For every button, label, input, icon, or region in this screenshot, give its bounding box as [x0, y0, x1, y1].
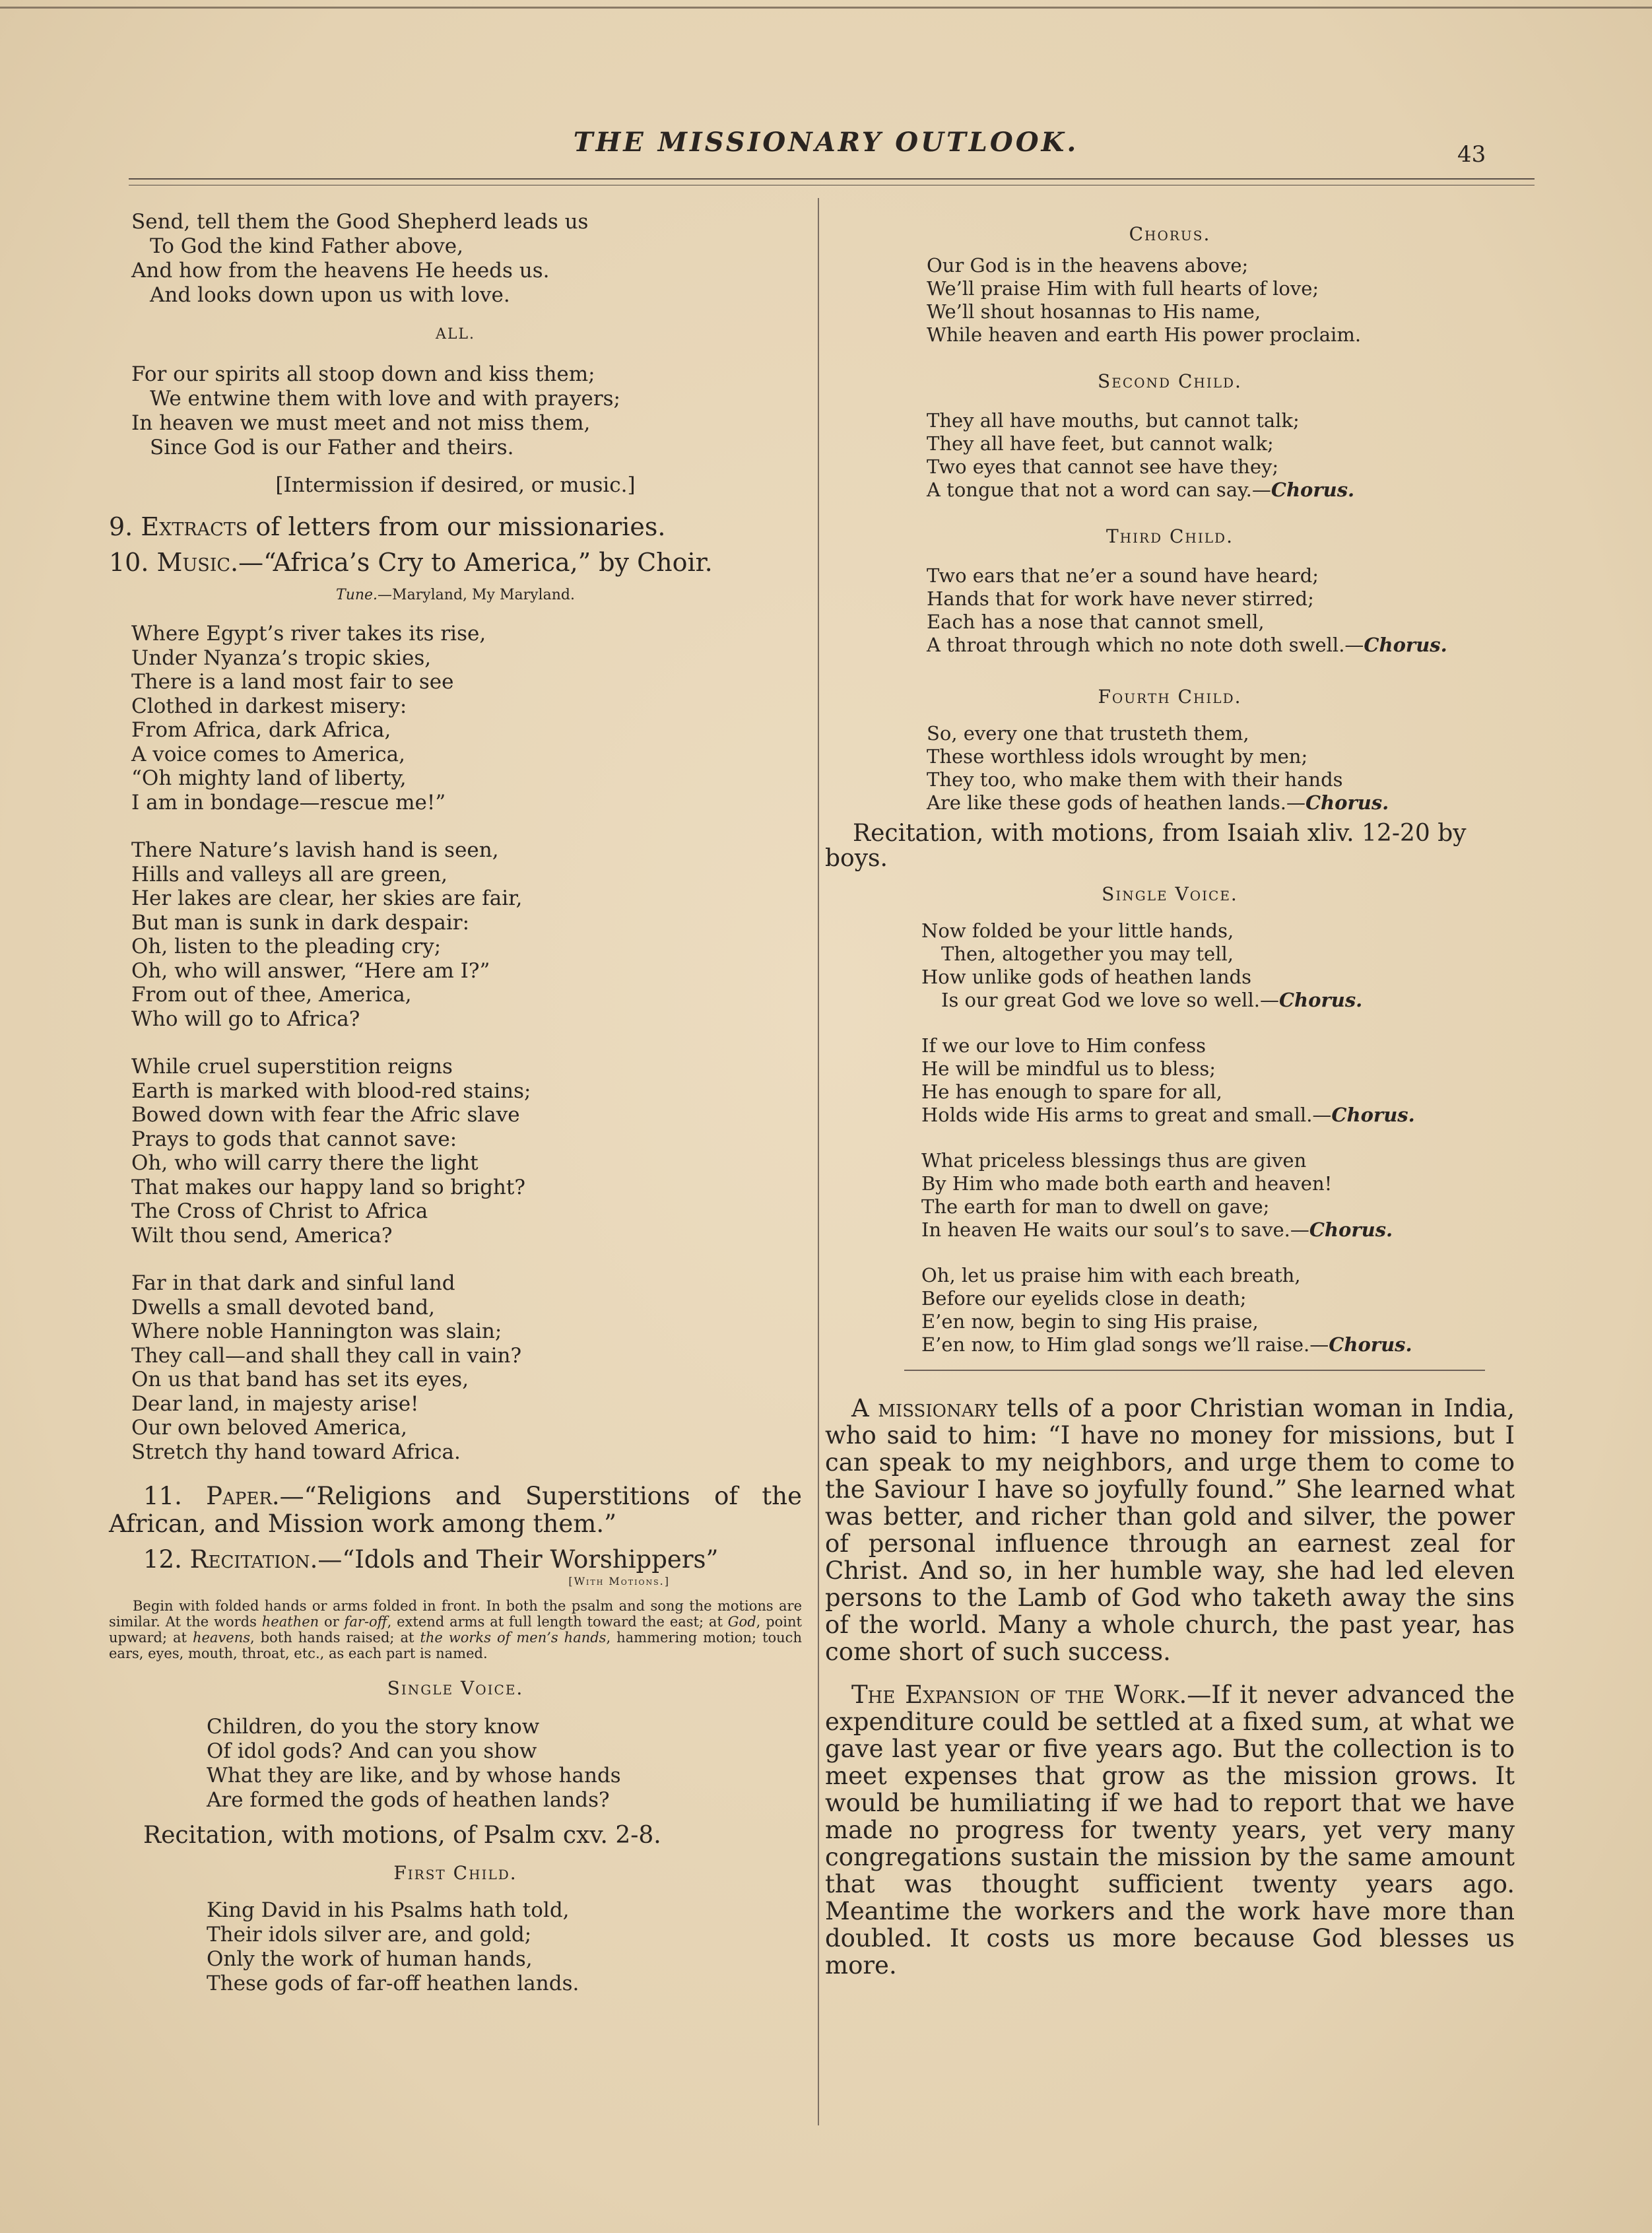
stanza-second — [825, 409, 1515, 502]
paragraph-text: —If it never advanced the expenditure could be settled at a fixed sum, at what we gave last year or five years ago. But the collection is to meet expenses that grow as the mission grows. It would be humiliating if we had to report that we have made no progress for twenty years, yet very many congregations sustain the mission by the same amount that was thought sufficient twenty years ago. Meantime the workers and the work have more than doubled. It costs us more because God blesses us more. — [825, 1681, 1515, 1980]
item-lead: Extracts — [141, 512, 248, 541]
verse-line: Only the work of human hands, — [207, 1947, 533, 1971]
running-title: THE MISSIONARY OUTLOOK. — [573, 127, 1079, 158]
verse-line — [825, 1333, 1515, 1356]
header-rule — [129, 178, 1535, 180]
verse-line — [825, 791, 1515, 815]
paragraph-text: tells of a poor Christian woman in India, who said to him: “I have no money for missions, but I can speak to my neighbors, and urge them to come to the Saviour I have so joyfully found.” She learned what was better, and richer than gold and silver, the power of personal influence through an earnest zeal for Christ. And so, in her humble way, she had led eleven persons to the Lamb of God who taketh away the sins of the world. Many a whole church, the past year, has come short of such success. — [825, 1394, 1515, 1666]
verse-line: They all have mouths, but cannot talk; — [927, 409, 1300, 432]
verse-line: Oh, let us praise him with each breath, — [921, 1264, 1301, 1286]
third-child-heading: Third Child. — [1106, 525, 1234, 547]
verse-line: Oh, listen to the pleading cry; — [131, 935, 442, 958]
item-number: 9. — [109, 512, 133, 541]
stanza-africa-4 — [109, 1271, 802, 1464]
verse-line: Two eyes that cannot see have they; — [927, 455, 1279, 478]
verse-line: They all have feet, but cannot walk; — [927, 432, 1274, 455]
verse-line: How unlike gods of heathen lands — [921, 966, 1251, 988]
note-italic: heavens — [192, 1630, 251, 1646]
all-heading: ALL. — [435, 326, 476, 343]
verse-line: He has enough to spare for all, — [921, 1081, 1222, 1103]
verse-line: And looks down upon us with love. — [150, 283, 510, 307]
stanza-single-voice-2 — [825, 1034, 1515, 1127]
stanza-children — [109, 1715, 802, 1813]
stanza-single-voice-3 — [825, 1149, 1515, 1242]
missionary-paragraph — [825, 1395, 1515, 1665]
verse-line: These gods of far-off heathen lands. — [207, 1972, 579, 1995]
verse-line: Hills and valleys all are green, — [131, 862, 447, 886]
verse-text: A tongue that not a word can say.— — [927, 479, 1271, 501]
verse-text: In heaven He waits our soul’s to save.— — [921, 1218, 1309, 1241]
verse-line: Send, tell them the Good Shepherd leads us — [131, 210, 589, 234]
verse-line: And how from the heavens He heeds us. — [131, 259, 550, 283]
item-number: 12. — [143, 1545, 182, 1574]
isaiah-recitation: Recitation, with motions, from Isaiah xliv. 12-20 by boys. — [825, 820, 1467, 872]
program-item-12 — [109, 1546, 802, 1574]
chorus-tag: Chorus. — [1329, 1333, 1412, 1356]
note-italic: heathen — [261, 1614, 319, 1630]
note-italic: the works of men’s hands — [420, 1630, 607, 1646]
verse-line: Clothed in darkest misery: — [131, 694, 407, 718]
stanza-chorus — [825, 254, 1515, 347]
verse-line: Dwells a small devoted band, — [131, 1295, 435, 1319]
verse-line: Stretch thy hand toward Africa. — [131, 1440, 461, 1464]
chorus-tag: Chorus. — [1331, 1104, 1415, 1126]
item-text: —“Idols and Their Worshippers” — [317, 1545, 719, 1574]
stanza-david — [109, 1898, 802, 1996]
verse-line: King David in his Psalms hath told, — [207, 1898, 570, 1922]
verse-line: Since God is our Father and theirs. — [150, 436, 514, 459]
stanza-third — [825, 564, 1515, 657]
verse-line — [825, 479, 1515, 502]
tune-line — [109, 587, 802, 603]
verse-line: Then, altogether you may tell, — [941, 943, 1234, 965]
verse-line: Dear land, in majesty arise! — [131, 1391, 419, 1416]
stanza-africa-1 — [109, 622, 802, 815]
verse-line: What they are like, and by whose hands — [207, 1764, 621, 1787]
verse-line: Wilt thou send, America? — [131, 1223, 393, 1248]
verse-line: Are formed the gods of heathen lands? — [207, 1788, 610, 1812]
verse-line: If we our love to Him confess — [921, 1034, 1206, 1057]
chorus-heading: Chorus. — [1129, 223, 1211, 245]
first-child-heading: First Child. — [393, 1862, 517, 1884]
verse-line: Each has a nose that cannot smell, — [927, 611, 1265, 633]
verse-line: A voice comes to America, — [131, 742, 405, 766]
note-text: , point upward; at — [109, 1614, 802, 1646]
verse-line: What priceless blessings thus are given — [921, 1149, 1307, 1172]
paragraph-lead: The Expansion of the Work. — [851, 1681, 1187, 1709]
verse-line: That makes our happy land so bright? — [131, 1175, 525, 1199]
verse-line: There is a land most fair to see — [131, 670, 454, 694]
verse-line: Before our eyelids close in death; — [921, 1287, 1247, 1310]
verse-line: The Cross of Christ to Africa — [131, 1199, 428, 1223]
verse-line: Who will go to Africa? — [131, 1007, 360, 1031]
verse-line: We’ll praise Him with full hearts of love; — [927, 277, 1319, 300]
verse-line: Our God is in the heavens above; — [927, 254, 1249, 277]
chorus-tag: Chorus. — [1278, 989, 1363, 1011]
verse-line: While heaven and earth His power proclaim. — [927, 323, 1362, 346]
verse-line: They call—and shall they call in vain? — [131, 1343, 522, 1368]
item-text: of letters from our missionaries. — [255, 512, 666, 541]
expansion-paragraph — [825, 1681, 1515, 1979]
verse-line: Of idol gods? And can you show — [207, 1739, 537, 1763]
verse-line: Oh, who will carry there the light — [131, 1151, 479, 1175]
verse-line: We entwine them with love and with prayers; — [150, 387, 620, 411]
item-lead: Music. — [156, 548, 239, 577]
chorus-tag: Chorus. — [1309, 1218, 1393, 1241]
verse-line: We’ll shout hosannas to His name, — [927, 300, 1261, 323]
verse-line: Oh, who will answer, “Here am I?” — [131, 958, 490, 983]
single-voice-heading: Single Voice. — [387, 1677, 524, 1699]
verse-line — [825, 989, 1515, 1012]
section-divider — [904, 1370, 1485, 1371]
paragraph-lead: A missionary — [851, 1394, 998, 1422]
verse-line: So, every one that trusteth them, — [927, 722, 1249, 745]
verse-line: Bowed down with fear the Afric slave — [131, 1103, 520, 1127]
note-text: , both hands raised; at — [250, 1630, 420, 1646]
verse-text: Are like these gods of heathen lands.— — [927, 791, 1305, 814]
stanza-fourth — [825, 722, 1515, 815]
verse-line: While cruel superstition reigns — [131, 1055, 453, 1079]
verse-line: Hands that for work have never stirred; — [927, 587, 1314, 610]
fourth-child-heading: Fourth Child. — [1098, 686, 1242, 708]
page-number: 43 — [1457, 141, 1486, 168]
verse-line: Earth is marked with blood-red stains; — [131, 1079, 531, 1103]
verse-line: But man is sunk in dark despair: — [131, 910, 470, 935]
stanza-all — [109, 362, 802, 460]
verse-line: Now folded be your little hands, — [921, 919, 1234, 942]
stanza-africa-2 — [109, 838, 802, 1031]
verse-line: Under Nyanza’s tropic skies, — [131, 646, 432, 670]
verse-line: On us that band has set its eyes, — [131, 1368, 469, 1391]
verse-line: Their idols silver are, and gold; — [207, 1923, 532, 1947]
right-column — [825, 198, 1515, 1979]
tune-label: Tune. — [336, 587, 378, 603]
verse-text: A throat through which no note doth swell.— — [927, 634, 1364, 656]
verse-line: They too, who make them with their hands — [927, 768, 1343, 791]
program-item-11 — [109, 1483, 802, 1538]
verse-line: In heaven we must meet and not miss them, — [131, 411, 591, 435]
column-divider — [818, 198, 819, 2125]
verse-line: E’en now, begin to sing His praise, — [921, 1310, 1259, 1333]
program-item-10 — [109, 547, 802, 578]
verse-text: Holds wide His arms to great and small.— — [921, 1104, 1332, 1126]
note-italic: God — [727, 1614, 756, 1630]
note-text: or — [319, 1614, 345, 1630]
tune-text: —Maryland, My Maryland. — [378, 587, 575, 603]
verse-line — [825, 634, 1515, 657]
note-text: , hammering motion; touch ears, eyes, mouth, throat, etc., as each part is named. — [109, 1630, 802, 1661]
chorus-tag: Chorus. — [1305, 791, 1389, 814]
verse-text: Is our great God we love so well.— — [941, 989, 1279, 1011]
stanza-single-voice-4 — [825, 1264, 1515, 1356]
verse-line: From Africa, dark Africa, — [131, 718, 391, 742]
stanza-single-voice-1 — [825, 919, 1515, 1012]
verse-line: Children, do you the story know — [207, 1715, 540, 1739]
page-edge-line — [0, 7, 1652, 9]
item-lead: Recitation. — [189, 1545, 318, 1574]
single-voice-heading-right: Single Voice. — [1102, 883, 1238, 905]
verse-line: “Oh mighty land of liberty, — [131, 766, 407, 790]
verse-line: Her lakes are clear, her skies are fair, — [131, 886, 523, 910]
item-number: 11. — [143, 1482, 182, 1510]
chorus-tag: Chorus. — [1271, 479, 1355, 501]
note-text: , extend arms at full length toward the east; at — [387, 1614, 728, 1630]
verse-line: These worthless idols wrought by men; — [927, 745, 1308, 768]
item-text: —“Religions and Superstitions of the African, and Mission work among them.” — [109, 1482, 802, 1538]
verse-line: Prays to gods that cannot save: — [131, 1127, 457, 1151]
verse-line — [825, 1218, 1515, 1242]
psalm-recitation: Recitation, with motions, of Psalm cxv. 2-8. — [143, 1822, 661, 1849]
verse-line — [825, 1104, 1515, 1127]
verse-line: From out of thee, America, — [131, 983, 412, 1007]
item-text: —“Africa’s Cry to America,” by Choir. — [238, 548, 713, 577]
verse-line: The earth for man to dwell on gave; — [921, 1195, 1270, 1218]
item-number: 10. — [109, 548, 149, 577]
verse-line: There Nature’s lavish hand is seen, — [131, 838, 499, 862]
program-item-9 — [109, 512, 802, 542]
note-italic: far-off — [344, 1614, 387, 1630]
with-motions-label: [With Motions.] — [568, 1575, 670, 1587]
verse-line: Where Egypt’s river takes its rise, — [131, 622, 486, 646]
verse-line: Where noble Hannington was slain; — [131, 1319, 502, 1343]
verse-line: Our own beloved America, — [131, 1416, 407, 1440]
chorus-tag: Chorus. — [1364, 634, 1447, 656]
motions-instructions — [109, 1598, 802, 1661]
verse-line: For our spirits all stoop down and kiss them; — [131, 362, 595, 386]
verse-text: E’en now, to Him glad songs we’ll raise.— — [921, 1333, 1329, 1356]
verse-line: To God the kind Father above, — [150, 234, 463, 258]
verse-line: Far in that dark and sinful land — [131, 1271, 455, 1295]
intermission-note: [Intermission if desired, or music.] — [275, 473, 636, 497]
verse-line: By Him who made both earth and heaven! — [921, 1172, 1333, 1195]
left-column — [109, 198, 802, 1996]
verse-line: He will be mindful us to bless; — [921, 1057, 1216, 1080]
note-text: Begin with folded hands or arms folded in front. In both the psalm and song the motions are similar. At the words — [109, 1598, 802, 1630]
stanza-send — [109, 210, 802, 308]
stanza-africa-3 — [109, 1055, 802, 1248]
second-child-heading: Second Child. — [1098, 370, 1242, 392]
verse-line: I am in bondage—rescue me!” — [131, 790, 446, 815]
item-lead: Paper. — [206, 1482, 280, 1510]
verse-line: Two ears that ne’er a sound have heard; — [927, 564, 1319, 587]
